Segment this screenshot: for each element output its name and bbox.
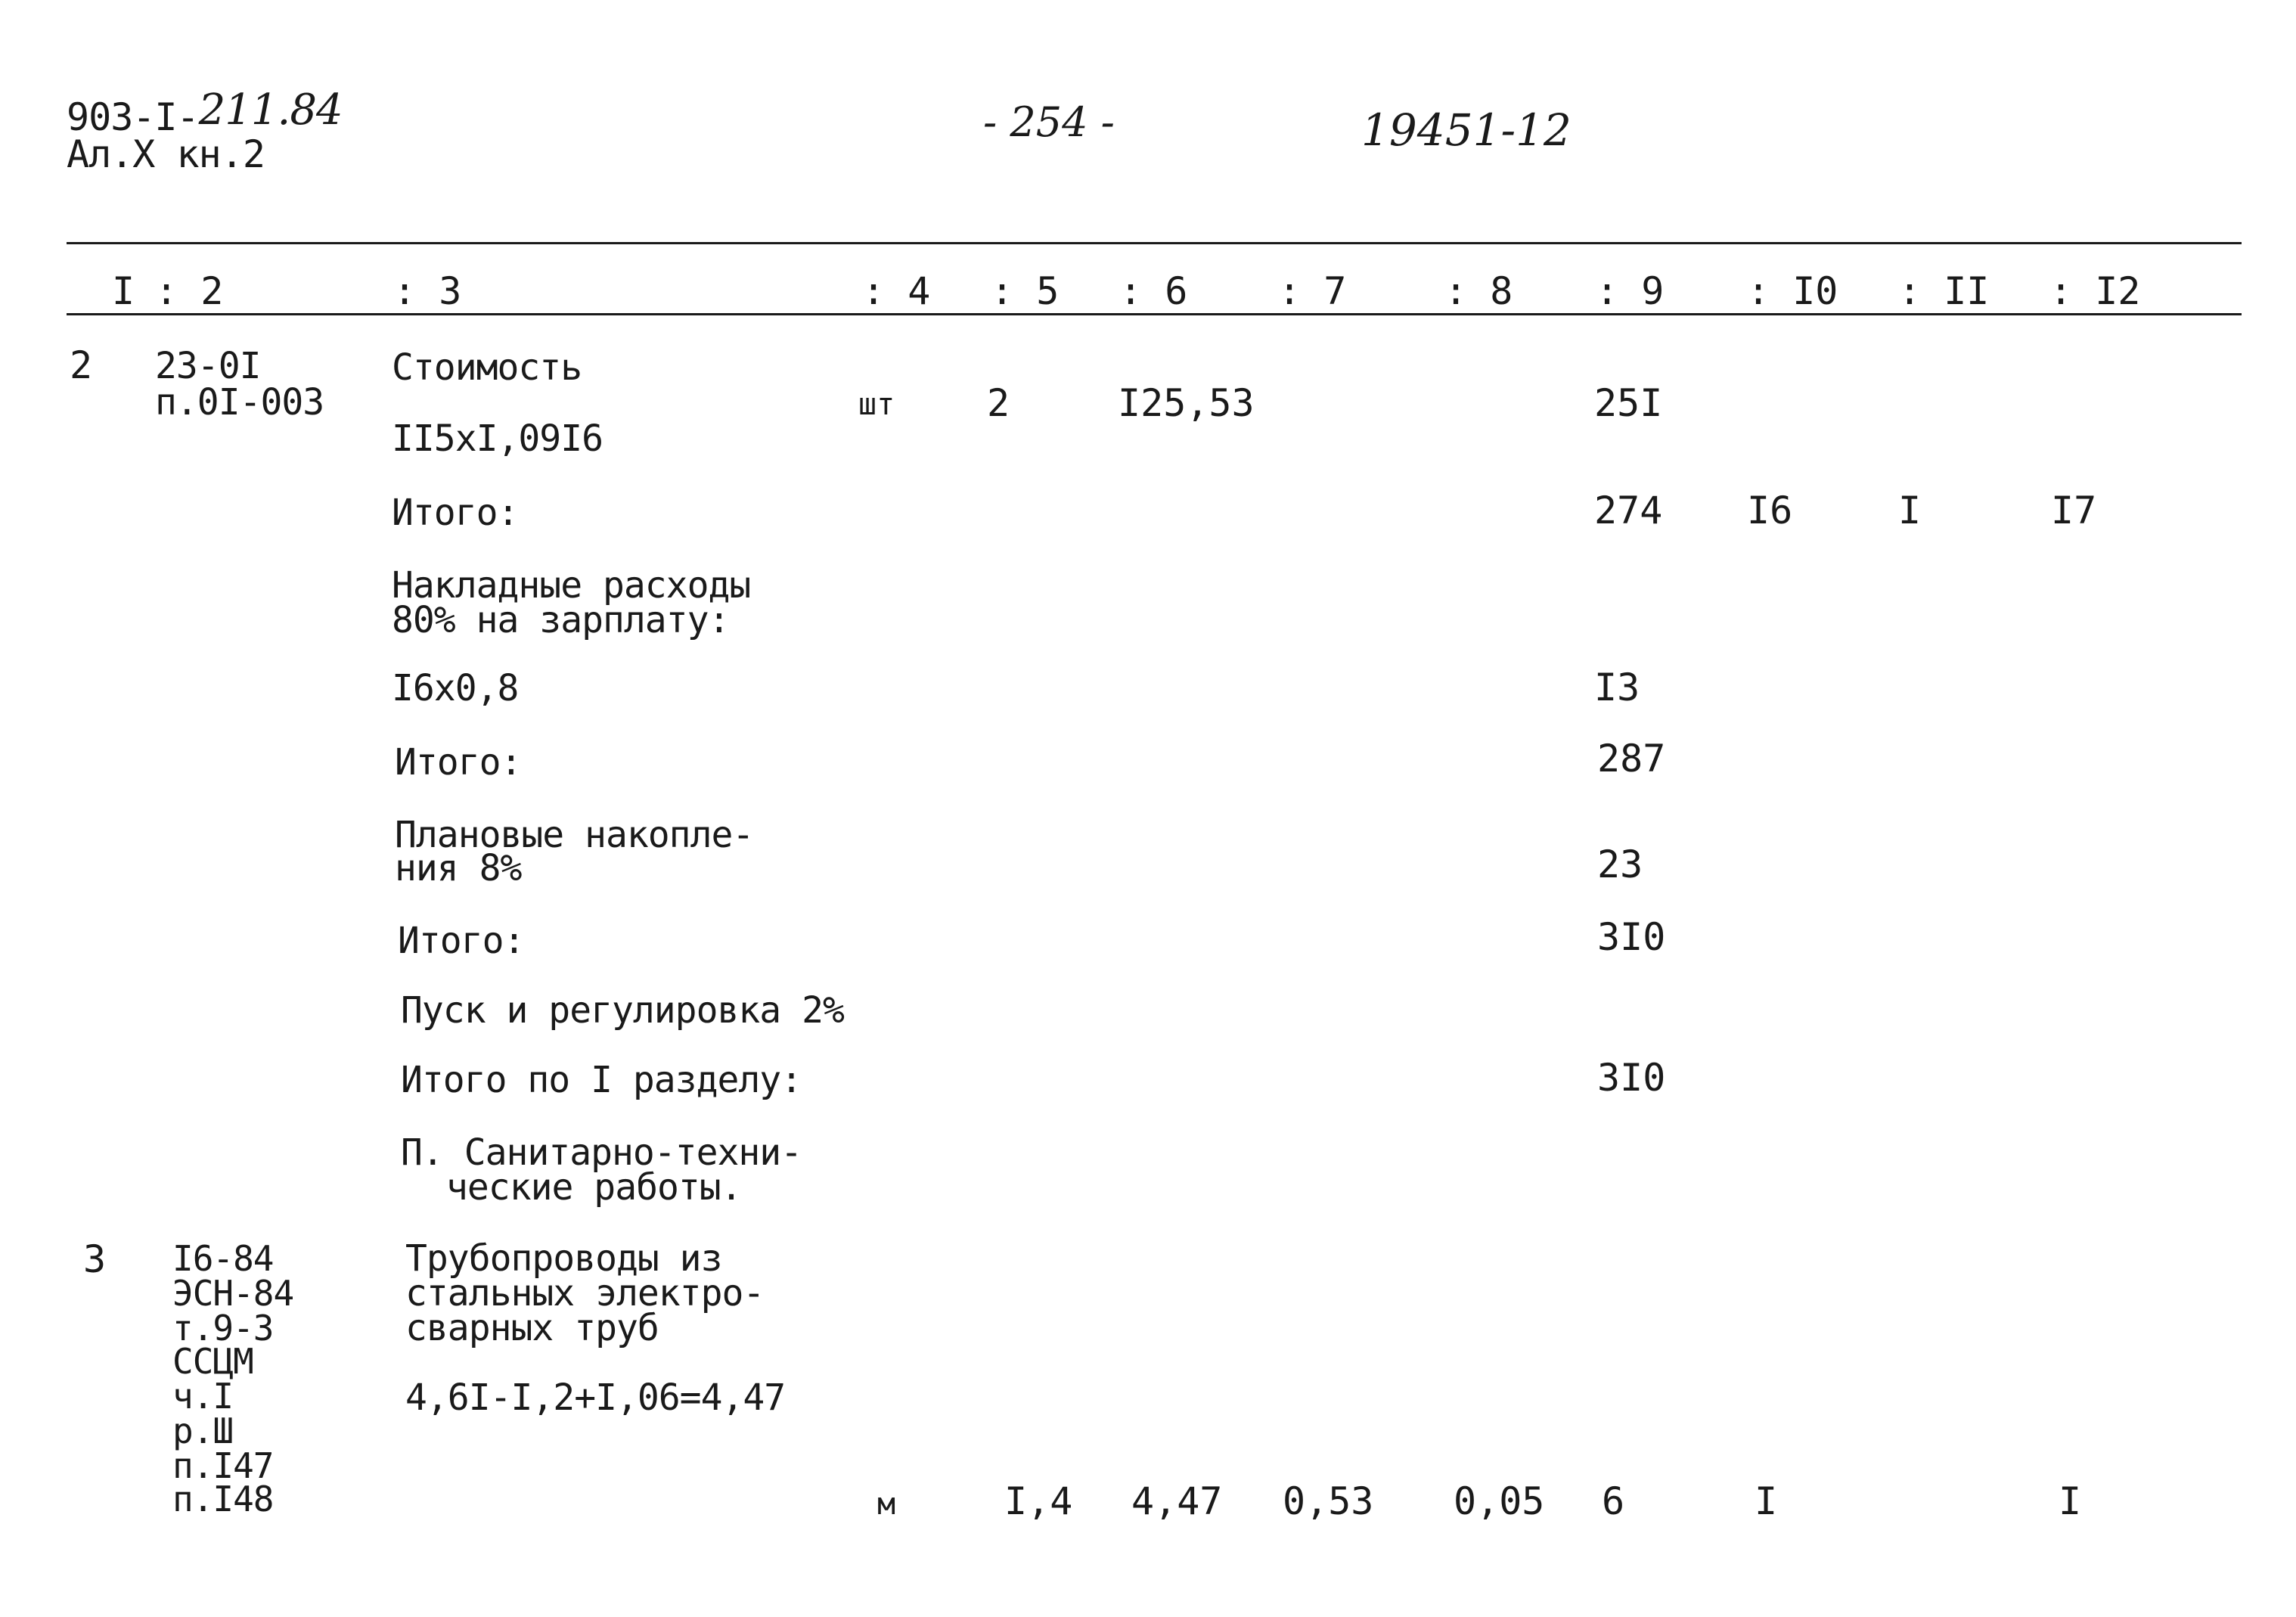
plan-label-2: ния 8% [395, 847, 522, 889]
row3-code-6: р.Ш [172, 1411, 234, 1451]
row3-c12: I [2059, 1479, 2082, 1523]
row3-c10: I [1755, 1479, 1778, 1523]
row3-code-7: п.I47 [172, 1445, 274, 1486]
doc-number: 19451-12 [1361, 104, 1572, 156]
row3-code-2: ЭСН-84 [172, 1273, 294, 1314]
row2-unit: шт [858, 387, 895, 422]
startup-label: Пуск и регулировка 2% [401, 989, 844, 1032]
itogo-3-c9: 3I0 [1597, 915, 1666, 959]
doc-code-handwritten: 211.84 [198, 85, 343, 135]
row3-desc-1: Трубопроводы из [405, 1237, 722, 1280]
overhead-value: I3 [1594, 666, 1640, 709]
row3-code-1: I6-84 [172, 1238, 274, 1279]
itogo-1-label: Итого: [392, 492, 519, 534]
itogo-1-c12: I7 [2051, 489, 2097, 532]
itogo-1-c10: I6 [1747, 489, 1793, 532]
itogo-1-c9: 274 [1594, 489, 1663, 532]
row3-unit: м [877, 1487, 896, 1522]
header-rule [67, 313, 2242, 315]
row2-code-2: п.0I-003 [155, 381, 324, 424]
row3-desc-3: сварных труб [405, 1307, 659, 1349]
plan-label-1: Плановые накопле- [395, 814, 754, 856]
row2-qty: 2 [987, 381, 1010, 425]
col-header-4: : 4 [862, 269, 931, 313]
col-header-9: : 9 [1596, 269, 1665, 313]
row3-code-4: ССЦМ [172, 1341, 253, 1382]
itogo-2-label: Итого: [395, 741, 522, 784]
section-2-label-2: ческие работы. [446, 1166, 742, 1209]
doc-code-printed: 903-I- [67, 95, 199, 139]
row2-cost-label: Стоимость [392, 346, 582, 389]
col-header-6: : 6 [1119, 269, 1188, 313]
col-header-7: : 7 [1278, 269, 1347, 313]
itogo-2-c9: 287 [1597, 737, 1666, 781]
top-rule [67, 242, 2242, 244]
itogo-1-c11: I [1898, 489, 1922, 532]
row3-c9: 6 [1602, 1479, 1625, 1523]
row3-c5: I,4 [1004, 1479, 1073, 1523]
col-header-11: : II [1898, 269, 1990, 313]
overhead-label-2: 80% на зарплату: [392, 599, 730, 641]
col-header-10: : I0 [1747, 269, 1838, 313]
section-total-label: Итого по I разделу: [401, 1059, 802, 1101]
col-header-3: : 3 [393, 269, 462, 313]
col-header-2: : 2 [155, 269, 224, 313]
row3-c8: 0,05 [1454, 1479, 1545, 1523]
col-header-12: : I2 [2049, 269, 2141, 313]
col-header-5: : 5 [991, 269, 1060, 313]
row2-number: 2 [70, 343, 93, 387]
section-2-label-1: П. Санитарно-техни- [401, 1131, 802, 1174]
row3-code-5: ч.I [172, 1376, 234, 1417]
col-header-1: I [112, 269, 135, 313]
plan-value: 23 [1597, 843, 1643, 886]
section-total-value: 3I0 [1597, 1056, 1666, 1100]
overhead-formula: I6x0,8 [392, 667, 519, 709]
page-number: - 254 - [983, 98, 1115, 146]
itogo-3-label: Итого: [398, 920, 525, 962]
row3-desc-2: стальных электро- [405, 1272, 765, 1314]
doc-code [67, 85, 343, 139]
row2-total: 25I [1594, 381, 1663, 425]
row3-code-8: п.I48 [172, 1479, 274, 1519]
row2-formula: II5xI,09I6 [392, 417, 603, 460]
row3-c7: 0,53 [1283, 1479, 1374, 1523]
row3-c6: 4,47 [1131, 1479, 1223, 1523]
album-label: Ал.Х кн.2 [67, 132, 265, 176]
col-header-8: : 8 [1444, 269, 1513, 313]
row3-number: 3 [83, 1237, 107, 1281]
overhead-label-1: Накладные расходы [392, 564, 751, 607]
row2-price: I25,53 [1118, 381, 1255, 425]
row2-code-1: 23-0I [155, 345, 261, 387]
row3-formula: 4,6I-I,2+I,06=4,47 [405, 1376, 786, 1419]
row3-code-3: т.9-3 [172, 1308, 274, 1349]
